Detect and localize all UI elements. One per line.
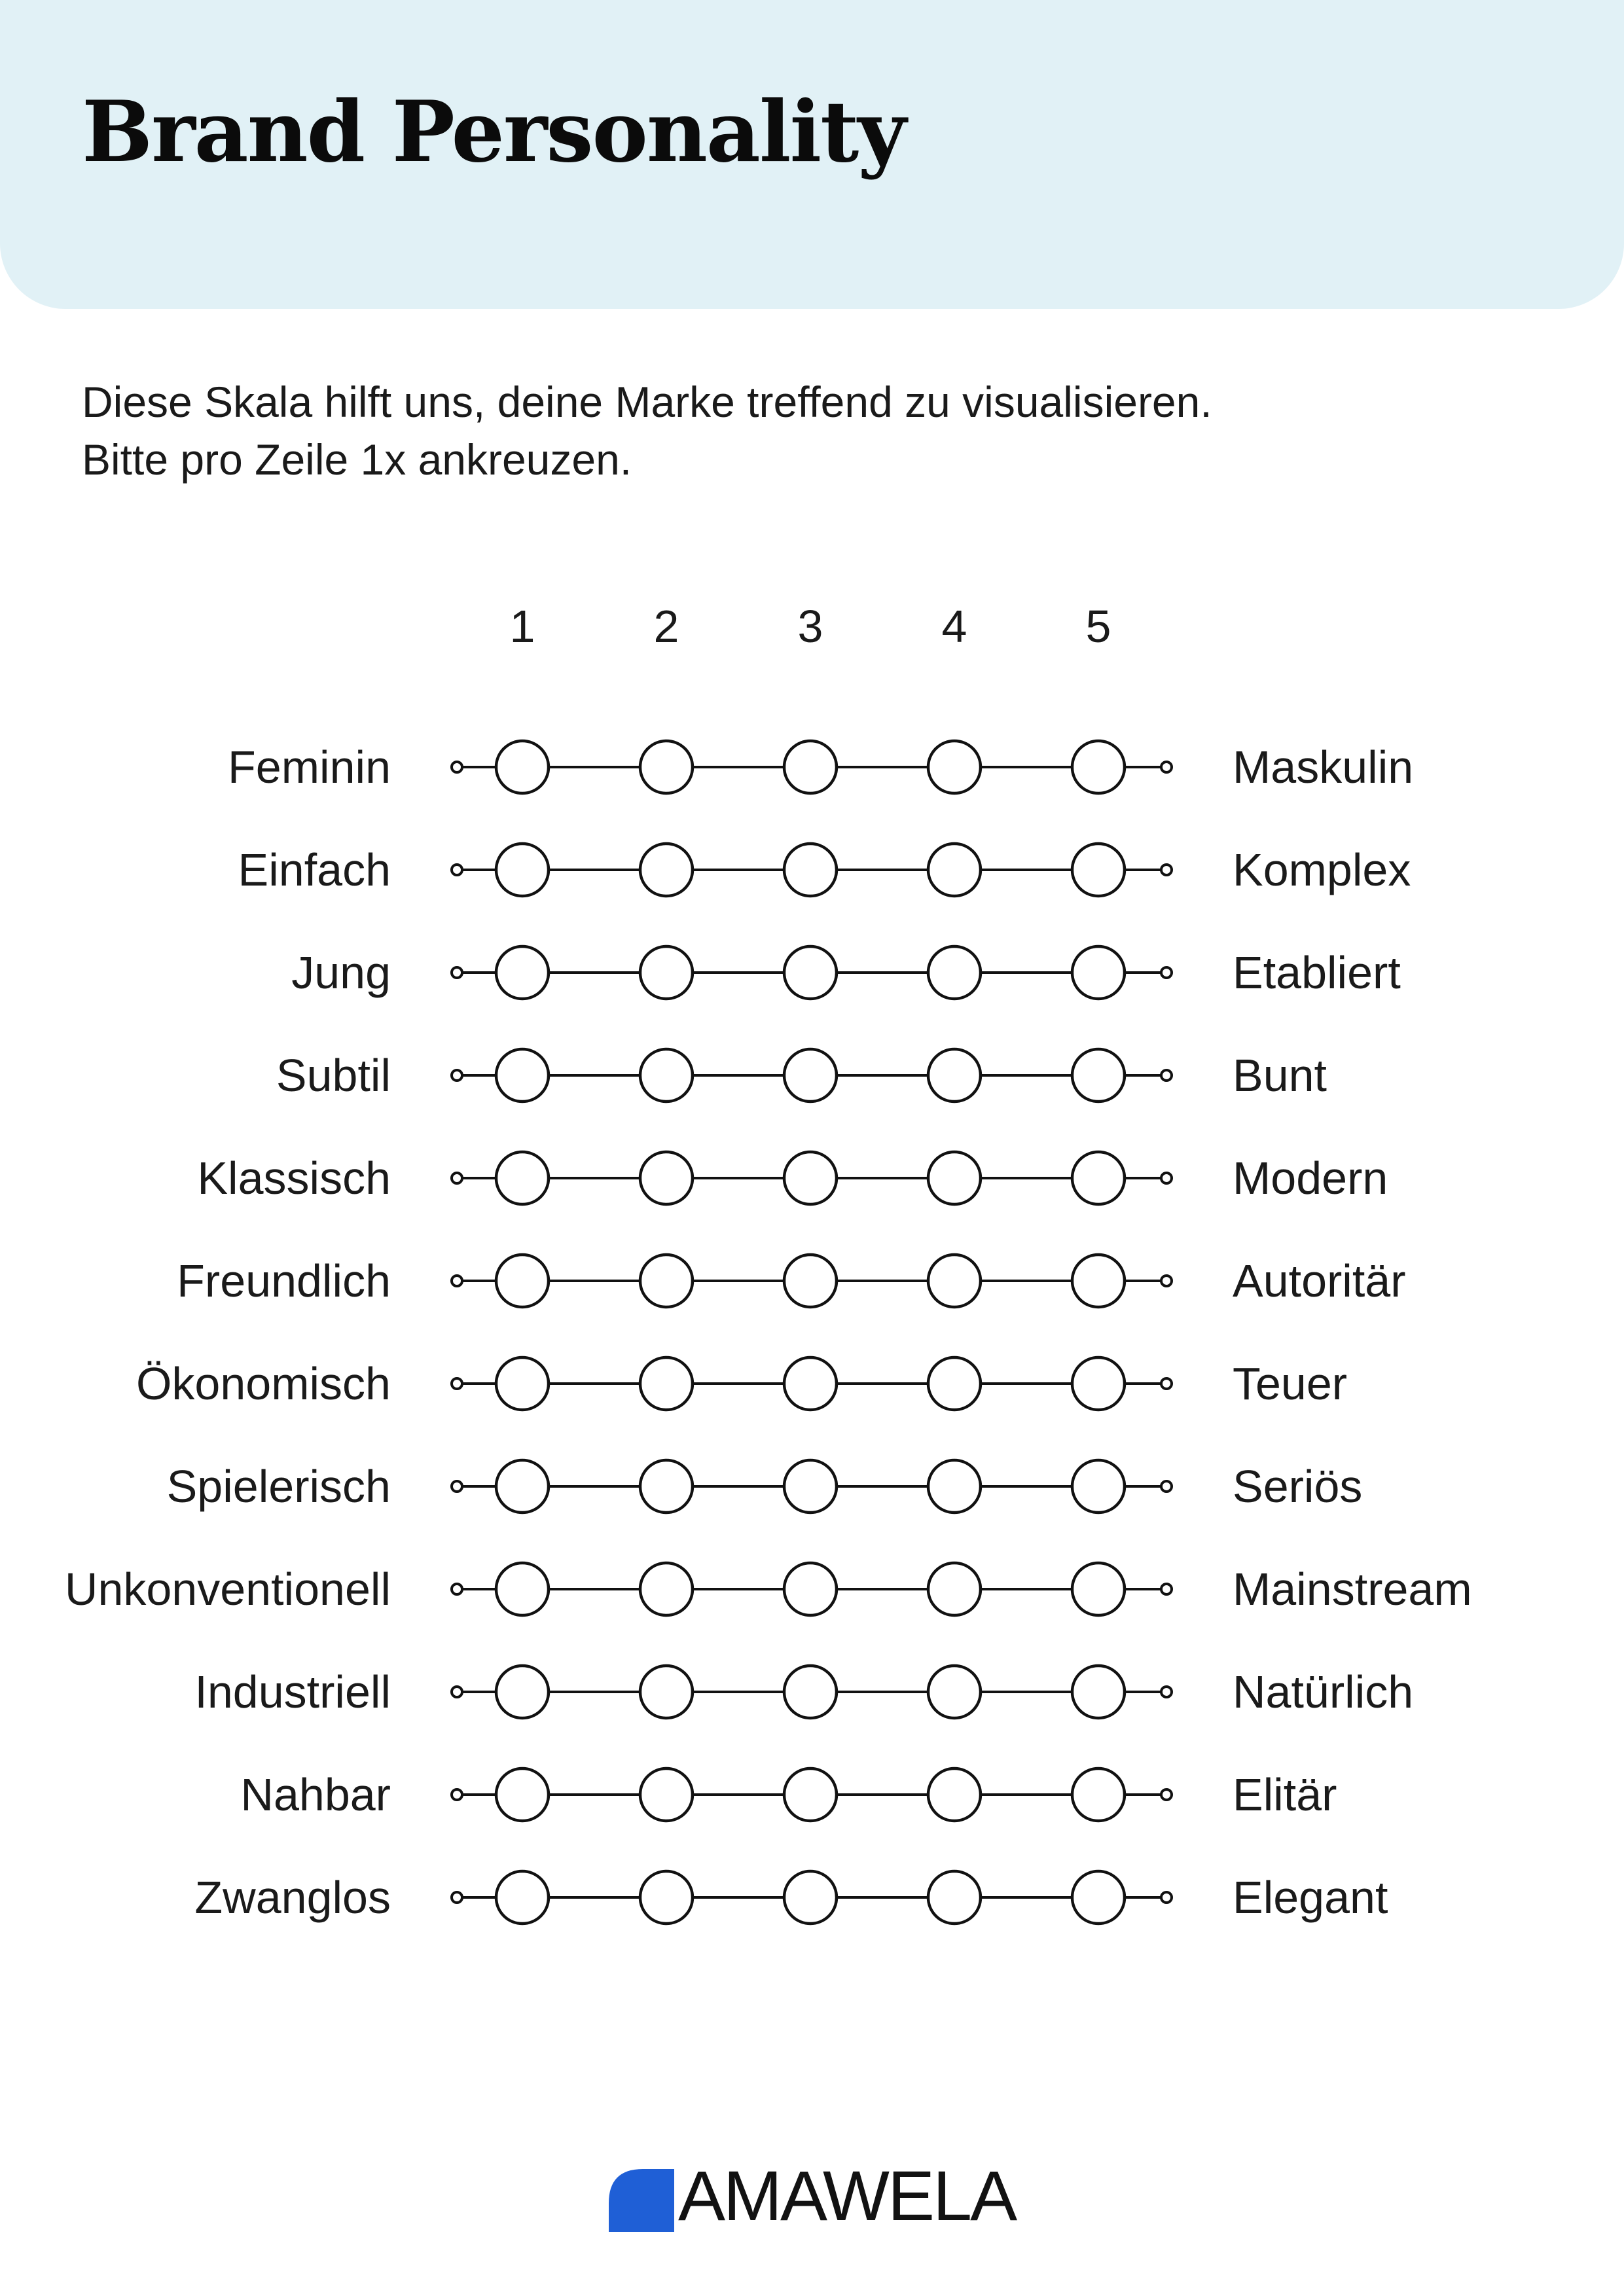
rating-right-label: Bunt xyxy=(1233,1050,1327,1101)
rating-row xyxy=(0,1043,1624,1108)
rating-option-5[interactable] xyxy=(1072,1768,1125,1821)
rating-option-2[interactable] xyxy=(640,1666,693,1718)
page-title: Brand Personality xyxy=(82,83,905,181)
rating-option-1[interactable] xyxy=(496,1460,549,1513)
rating-option-4[interactable] xyxy=(928,844,981,896)
rating-left-label: Subtil xyxy=(276,1050,391,1101)
rating-option-2[interactable] xyxy=(640,741,693,793)
rating-scale xyxy=(445,1762,1178,1827)
rating-scale xyxy=(445,1454,1178,1519)
rating-option-3[interactable] xyxy=(784,1666,837,1718)
rating-option-2[interactable] xyxy=(640,1357,693,1410)
rating-option-4[interactable] xyxy=(928,1152,981,1204)
rating-option-4[interactable] xyxy=(928,1666,981,1718)
rating-option-5[interactable] xyxy=(1072,946,1125,999)
scale-end-dot xyxy=(1161,1276,1172,1286)
rating-option-2[interactable] xyxy=(640,1563,693,1615)
rating-left-label: Jung xyxy=(291,947,391,998)
rating-option-3[interactable] xyxy=(784,1357,837,1410)
rating-option-2[interactable] xyxy=(640,1768,693,1821)
rating-row xyxy=(0,1351,1624,1416)
rating-option-5[interactable] xyxy=(1072,1357,1125,1410)
scale-start-dot xyxy=(452,1687,462,1697)
scale-end-dot xyxy=(1161,762,1172,772)
rating-option-1[interactable] xyxy=(496,1357,549,1410)
rating-option-3[interactable] xyxy=(784,946,837,999)
rating-option-3[interactable] xyxy=(784,844,837,896)
rating-option-3[interactable] xyxy=(784,1152,837,1204)
rating-right-label: Maskulin xyxy=(1233,742,1414,793)
rating-right-label: Teuer xyxy=(1233,1358,1348,1409)
rating-option-4[interactable] xyxy=(928,1255,981,1307)
rating-left-label: Zwanglos xyxy=(194,1872,391,1923)
rating-row xyxy=(0,1762,1624,1827)
rating-option-3[interactable] xyxy=(784,1460,837,1513)
rating-option-4[interactable] xyxy=(928,1768,981,1821)
rating-option-5[interactable] xyxy=(1072,1666,1125,1718)
rating-option-1[interactable] xyxy=(496,844,549,896)
rating-option-1[interactable] xyxy=(496,946,549,999)
rating-option-4[interactable] xyxy=(928,946,981,999)
rating-left-label: Freundlich xyxy=(177,1255,391,1306)
rating-row xyxy=(0,1145,1624,1211)
rating-scale xyxy=(445,1043,1178,1108)
rating-right-label: Mainstream xyxy=(1233,1564,1472,1615)
rating-right-label: Elitär xyxy=(1233,1769,1337,1820)
rating-option-1[interactable] xyxy=(496,1563,549,1615)
rating-scale xyxy=(445,1556,1178,1622)
rating-option-2[interactable] xyxy=(640,1255,693,1307)
rating-option-3[interactable] xyxy=(784,1255,837,1307)
scale-start-dot xyxy=(452,1584,462,1594)
rating-option-3[interactable] xyxy=(784,741,837,793)
rating-right-label: Elegant xyxy=(1233,1872,1388,1923)
scale-number-5: 5 xyxy=(1085,601,1111,652)
rating-option-4[interactable] xyxy=(928,1049,981,1102)
rating-left-label: Klassisch xyxy=(197,1153,391,1204)
scale-start-dot xyxy=(452,1173,462,1183)
rating-option-2[interactable] xyxy=(640,1871,693,1924)
rating-right-label: Autoritär xyxy=(1233,1255,1406,1306)
rating-left-label: Industriell xyxy=(194,1666,391,1717)
logo-wordmark: AMAWELA xyxy=(678,2156,1016,2235)
rating-option-2[interactable] xyxy=(640,1460,693,1513)
rating-row xyxy=(0,837,1624,903)
rating-row xyxy=(0,1659,1624,1725)
rating-option-5[interactable] xyxy=(1072,1460,1125,1513)
rating-scale xyxy=(445,1351,1178,1416)
scale-start-dot xyxy=(452,1789,462,1800)
scale-end-dot xyxy=(1161,1481,1172,1492)
rating-left-label: Spielerisch xyxy=(166,1461,391,1512)
scale-number-3: 3 xyxy=(797,601,823,652)
scale-end-dot xyxy=(1161,1687,1172,1697)
rating-option-1[interactable] xyxy=(496,1666,549,1718)
rating-row xyxy=(0,1865,1624,1930)
intro-line-2: Bitte pro Zeile 1x ankreuzen. xyxy=(82,435,632,484)
rating-scale xyxy=(445,940,1178,1005)
rating-option-5[interactable] xyxy=(1072,1255,1125,1307)
scale-start-dot xyxy=(452,1378,462,1389)
rating-option-5[interactable] xyxy=(1072,1049,1125,1102)
rating-option-1[interactable] xyxy=(496,1152,549,1204)
scale-end-dot xyxy=(1161,1378,1172,1389)
scale-end-dot xyxy=(1161,1173,1172,1183)
rating-right-label: Natürlich xyxy=(1233,1666,1414,1717)
rating-option-1[interactable] xyxy=(496,1768,549,1821)
rating-option-4[interactable] xyxy=(928,1871,981,1924)
rating-row xyxy=(0,1454,1624,1519)
rating-row xyxy=(0,940,1624,1005)
scale-start-dot xyxy=(452,1481,462,1492)
rating-left-label: Ökonomisch xyxy=(135,1358,391,1409)
amawela-logo-icon xyxy=(609,2169,674,2232)
scale-number-2: 2 xyxy=(653,601,679,652)
scale-end-dot xyxy=(1161,1584,1172,1594)
rating-option-5[interactable] xyxy=(1072,1871,1125,1924)
scale-number-4: 4 xyxy=(941,601,967,652)
rating-right-label: Komplex xyxy=(1233,844,1411,895)
intro-text xyxy=(82,373,1212,488)
rating-scale xyxy=(445,1865,1178,1930)
rating-left-label: Unkonventionell xyxy=(64,1564,391,1615)
rating-option-3[interactable] xyxy=(784,1049,837,1102)
rating-left-label: Einfach xyxy=(238,844,391,895)
rating-option-2[interactable] xyxy=(640,844,693,896)
scale-start-dot xyxy=(452,762,462,772)
rating-scale xyxy=(445,1248,1178,1314)
rating-option-2[interactable] xyxy=(640,1152,693,1204)
rating-scale xyxy=(445,1145,1178,1211)
rating-option-1[interactable] xyxy=(496,1871,549,1924)
rating-scale xyxy=(445,1659,1178,1725)
rating-row xyxy=(0,1248,1624,1314)
rating-option-4[interactable] xyxy=(928,1460,981,1513)
rating-option-5[interactable] xyxy=(1072,844,1125,896)
rating-option-5[interactable] xyxy=(1072,1563,1125,1615)
rating-row xyxy=(0,734,1624,800)
rating-row xyxy=(0,1556,1624,1622)
rating-scale xyxy=(445,734,1178,800)
scale-start-dot xyxy=(452,1892,462,1903)
rating-right-label: Seriös xyxy=(1233,1461,1363,1512)
scale-end-dot xyxy=(1161,967,1172,978)
rating-option-5[interactable] xyxy=(1072,741,1125,793)
scale-number-1: 1 xyxy=(509,601,535,652)
scale-start-dot xyxy=(452,865,462,875)
rating-option-4[interactable] xyxy=(928,1563,981,1615)
scale-end-dot xyxy=(1161,865,1172,875)
rating-option-5[interactable] xyxy=(1072,1152,1125,1204)
scale-start-dot xyxy=(452,1276,462,1286)
rating-option-2[interactable] xyxy=(640,946,693,999)
rating-option-3[interactable] xyxy=(784,1768,837,1821)
rating-option-1[interactable] xyxy=(496,1049,549,1102)
intro-line-1: Diese Skala hilft uns, deine Marke treffend zu visualisieren. xyxy=(82,378,1212,426)
scale-start-dot xyxy=(452,967,462,978)
rating-option-2[interactable] xyxy=(640,1049,693,1102)
rating-option-3[interactable] xyxy=(784,1871,837,1924)
rating-option-4[interactable] xyxy=(928,1357,981,1410)
rating-scale xyxy=(445,837,1178,903)
rating-left-label: Feminin xyxy=(228,742,391,793)
rating-right-label: Etabliert xyxy=(1233,947,1401,998)
scale-end-dot xyxy=(1161,1789,1172,1800)
rating-right-label: Modern xyxy=(1233,1153,1388,1204)
header-band xyxy=(0,0,1624,309)
rating-left-label: Nahbar xyxy=(240,1769,391,1820)
rating-option-1[interactable] xyxy=(496,741,549,793)
rating-option-3[interactable] xyxy=(784,1563,837,1615)
rating-option-4[interactable] xyxy=(928,741,981,793)
rating-option-1[interactable] xyxy=(496,1255,549,1307)
scale-end-dot xyxy=(1161,1892,1172,1903)
scale-start-dot xyxy=(452,1070,462,1081)
scale-end-dot xyxy=(1161,1070,1172,1081)
